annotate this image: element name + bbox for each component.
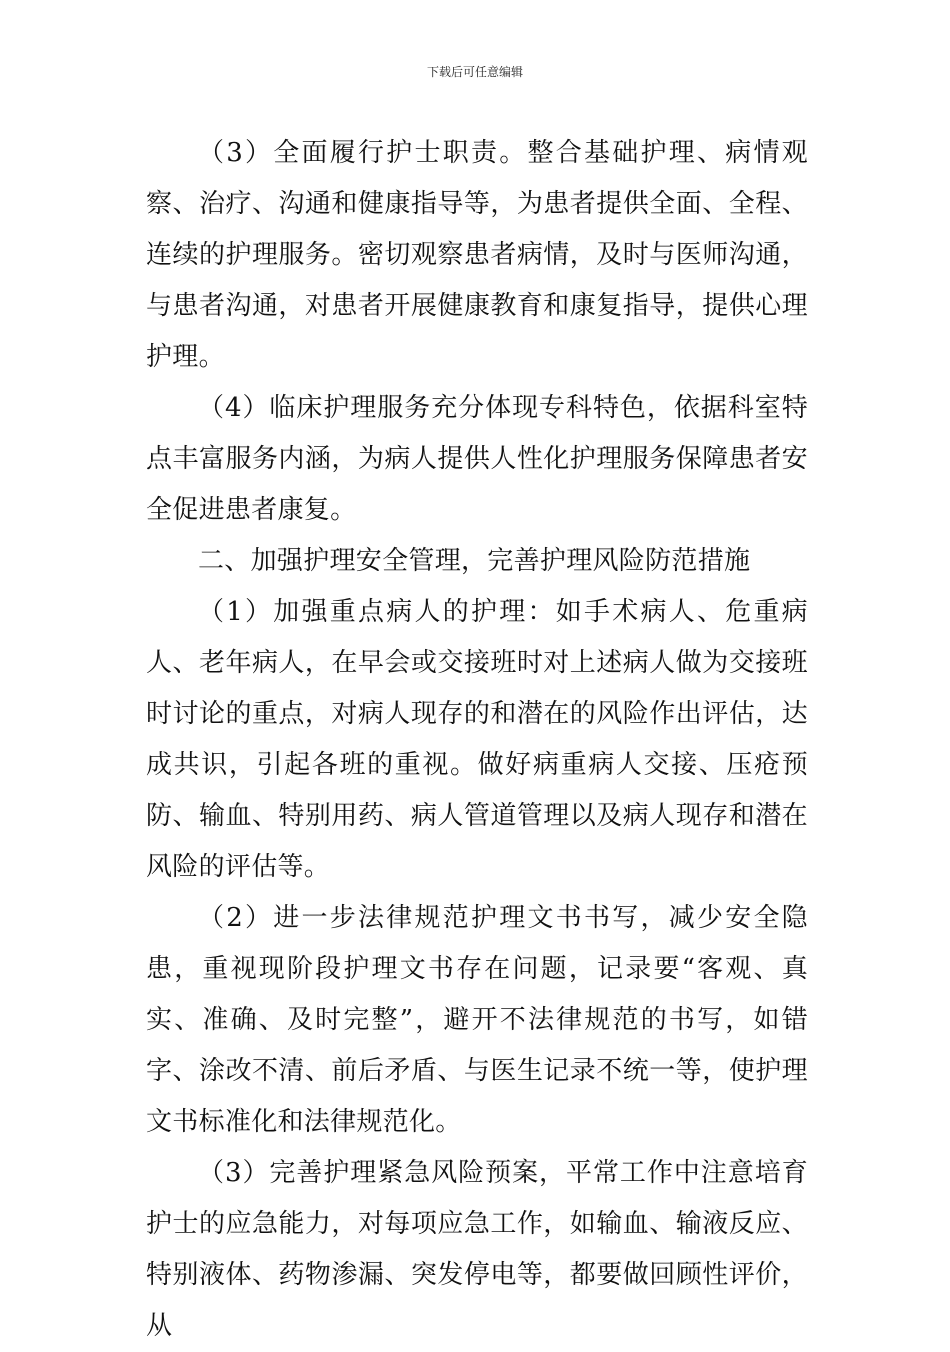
paragraph-duty: （3）全面履行护士职责。整合基础护理、病情观察、治疗、沟通和健康指导等，为患者提供全面、全程、连续的护理服务。密切观察患者病情，及时与医师沟通，与患者沟通，对患者开展健康教育和康复指导，提供心理护理。 [146,138,808,372]
section-heading-safety: 二、加强护理安全管理，完善护理风险防范措施 [198,546,751,576]
paragraph-key-patients: （1）加强重点病人的护理：如手术病人、危重病人、老年病人，在早会或交接班时对上述病人做为交接班时讨论的重点，对病人现存的和潜在的风险作出评估，达成共识，引起各班的重视。做好病重病人交接、压疮预防、输血、特别用药、病人管道管理以及病人现存和潜在风险的评估等。 [146,597,808,882]
paragraph-documentation: （2）进一步法律规范护理文书书写，减少安全隐患，重视现阶段护理文书存在问题，记录要“客观、真实、准确、及时完整”，避开不法律规范的书写，如错字、涂改不清、前后矛盾、与医生记录不统一等，使护理文书标准化和法律规范化。 [146,903,808,1137]
paragraph-specialty: （4）临床护理服务充分体现专科特色，依据科室特点丰富服务内涵，为病人提供人性化护理服务保障患者安全促进患者康复。 [146,393,808,525]
document-body [146,128,808,1352]
paragraph-emergency-plan: （3）完善护理紧急风险预案，平常工作中注意培育护士的应急能力，对每项应急工作，如输血、输液反应、特别液体、药物渗漏、突发停电等，都要做回顾性评价，从 [146,1158,808,1341]
page-header: 下载后可任意编辑 [426,65,523,79]
